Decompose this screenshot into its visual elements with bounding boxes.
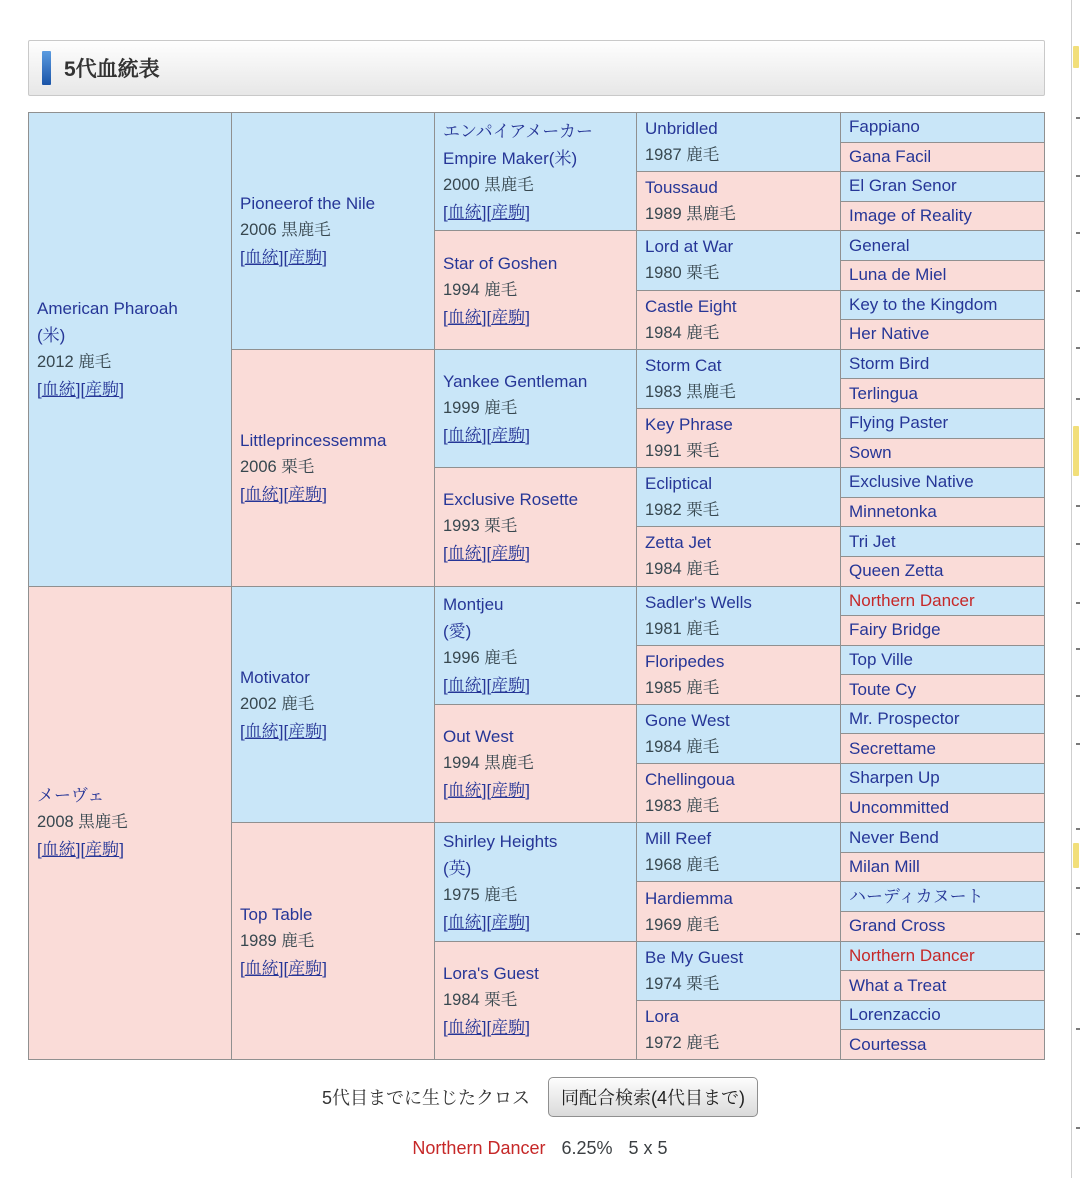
bracket: ] [322, 958, 327, 978]
pedigree-cell [841, 912, 1044, 941]
cross-row [0, 1077, 1080, 1117]
page-title: 5代血統表 [64, 58, 160, 81]
bracket: [ [443, 1017, 448, 1037]
horse-year: 1989 鹿毛 [240, 931, 315, 950]
pedigree-cell [637, 291, 840, 349]
bracket: [ [443, 912, 448, 932]
pedigree-link[interactable]: 血統 [447, 781, 482, 801]
section-header [28, 40, 1045, 96]
horse-name-link[interactable]: Exclusive Rosette [443, 490, 579, 510]
horse-name-link[interactable]: Never Bend [849, 827, 939, 847]
cell-links [240, 244, 434, 271]
bracket: ][ [481, 425, 492, 445]
horse-year: 1999 鹿毛 [443, 398, 518, 417]
horse-name-link[interactable]: Queen Zetta [849, 561, 944, 581]
horse-name-link[interactable]: Terlingua [849, 383, 918, 403]
row-tick [1076, 232, 1080, 234]
bracket: ] [525, 781, 530, 801]
pedigree-cell [841, 823, 1044, 852]
horse-name-link[interactable]: Mill Reef [645, 829, 712, 849]
pedigree-cell [841, 291, 1044, 320]
bracket: ] [525, 307, 530, 327]
bracket: ] [525, 544, 530, 564]
row-tick [1076, 505, 1080, 507]
bracket: ][ [481, 544, 492, 564]
horse-name-link[interactable]: Secrettame [849, 738, 936, 758]
pedigree-cell [232, 113, 434, 349]
bracket: [ [37, 840, 42, 860]
offspring-link[interactable]: 産駒 [491, 425, 526, 445]
horse-name-link[interactable]: General [849, 235, 910, 255]
horse-name-link[interactable]: Sadler's Wells [645, 592, 752, 612]
row-tick [1076, 743, 1080, 745]
horse-year: 2012 鹿毛 [37, 353, 112, 372]
offspring-link[interactable]: 産駒 [288, 485, 323, 505]
pedigree-cell [841, 557, 1044, 586]
horse-year: 1989 黒鹿毛 [645, 205, 736, 224]
pedigree-link[interactable]: 血統 [447, 544, 482, 564]
row-tick [1076, 290, 1080, 292]
horse-year: 1983 鹿毛 [645, 797, 720, 816]
pedigree-cell [637, 409, 840, 467]
horse-year: 2008 黒鹿毛 [37, 813, 128, 832]
cell-links [443, 304, 636, 331]
horse-name-link[interactable]: Shirley Heights [443, 831, 558, 851]
pedigree-cell [637, 646, 840, 704]
bracket: [ [240, 958, 245, 978]
horse-name-link[interactable]: Lorenzaccio [849, 1005, 941, 1025]
bracket: ][ [481, 781, 492, 801]
bracket: ] [119, 380, 124, 400]
bracket: ] [119, 840, 124, 860]
pedigree-cell [841, 350, 1044, 379]
pedigree-cell [841, 616, 1044, 645]
horse-name-link[interactable]: Motivator [240, 667, 310, 687]
horse-name-link[interactable]: Flying Paster [849, 413, 949, 433]
offspring-link[interactable]: 産駒 [491, 676, 526, 696]
pedigree-cell [841, 1030, 1044, 1059]
pedigree-cell [637, 705, 840, 763]
horse-year: 1984 栗毛 [443, 990, 518, 1009]
horse-year: 1968 鹿毛 [645, 856, 720, 875]
pedigree-cell [841, 794, 1044, 823]
offspring-link[interactable]: 産駒 [491, 307, 526, 327]
horse-name-link[interactable]: Lora [645, 1006, 680, 1026]
horse-year: 1984 鹿毛 [645, 323, 720, 342]
horse-name-link[interactable]: Lord at War [645, 237, 734, 257]
pedigree-cell [435, 113, 636, 230]
pedigree-cell [841, 527, 1044, 556]
cross-caption: 5代目までに生じたクロス [321, 1088, 530, 1108]
cell-links [443, 540, 636, 567]
find-marker [1073, 46, 1079, 68]
pedigree-cell [841, 202, 1044, 231]
pedigree-cell [637, 764, 840, 822]
pedigree-link[interactable]: 血統 [244, 248, 279, 268]
horse-name-link[interactable]: Key Phrase [645, 415, 733, 435]
horse-name-link[interactable]: Littleprincessemma [240, 431, 387, 451]
find-marker [1073, 843, 1079, 868]
horse-name-link[interactable]: メーヴェ [37, 786, 105, 806]
horse-name-link[interactable]: Storm Bird [849, 354, 930, 374]
horse-year: 1994 鹿毛 [443, 280, 518, 299]
horse-name-link[interactable]: El Gran Senor [849, 176, 957, 196]
pedigree-cell [841, 439, 1044, 468]
bracket: ][ [75, 840, 86, 860]
pedigree-link[interactable]: 血統 [447, 307, 482, 327]
pedigree-link[interactable]: 血統 [244, 485, 279, 505]
horse-name-link[interactable]: Fairy Bridge [849, 620, 941, 640]
horse-name-link[interactable]: Milan Mill [849, 857, 920, 877]
pedigree-cell [841, 1001, 1044, 1030]
horse-name-link[interactable]: Out West [443, 727, 514, 747]
horse-name-link[interactable]: Empire Maker(米) [443, 148, 578, 168]
accent-bar-icon [42, 51, 51, 85]
horse-year: 1983 黒鹿毛 [645, 382, 736, 401]
scrollbar-track[interactable] [1071, 0, 1072, 1178]
row-tick [1076, 1028, 1080, 1030]
same-mating-search-button[interactable]: 同配合検索(4代目まで) [548, 1077, 758, 1117]
pedigree-cell [841, 172, 1044, 201]
horse-name-link[interactable]: ハーディカヌート [849, 886, 984, 906]
pedigree-link[interactable]: 血統 [41, 840, 76, 860]
bracket: ][ [481, 202, 492, 222]
horse-year: 1985 鹿毛 [645, 678, 720, 697]
pedigree-cell [435, 468, 636, 585]
row-tick [1076, 828, 1080, 830]
bracket: ] [322, 485, 327, 505]
horse-year: 1975 鹿毛 [443, 885, 518, 904]
horse-name-link[interactable]: Gana Facil [849, 146, 932, 166]
horse-name-ja-link[interactable]: エンパイアメーカー [443, 121, 593, 141]
horse-name-link[interactable]: Luna de Miel [849, 265, 947, 285]
pedigree-cell [637, 231, 840, 289]
cell-links [240, 718, 434, 745]
cell-links [443, 777, 636, 804]
offspring-link[interactable]: 産駒 [491, 1017, 526, 1037]
pedigree-cell [841, 379, 1044, 408]
row-tick [1076, 887, 1080, 889]
horse-name-link[interactable]: What a Treat [849, 975, 947, 995]
cell-links [443, 672, 636, 699]
cross-horse-name[interactable]: Northern Dancer [412, 1138, 546, 1158]
row-tick [1076, 347, 1080, 349]
horse-name-link[interactable]: Key to the Kingdom [849, 294, 998, 314]
pedigree-cell [637, 113, 840, 171]
offspring-link[interactable]: 産駒 [491, 781, 526, 801]
offspring-link[interactable]: 産駒 [288, 248, 323, 268]
offspring-link[interactable]: 産駒 [491, 912, 526, 932]
pedigree-cell [841, 231, 1044, 260]
horse-name-link[interactable]: Fappiano [849, 117, 920, 137]
horse-year: 2006 黒鹿毛 [240, 221, 331, 240]
pedigree-link[interactable]: 血統 [447, 202, 482, 222]
row-tick [1076, 695, 1080, 697]
pedigree-cell [841, 853, 1044, 882]
pedigree-table [28, 112, 1045, 1060]
row-tick [1076, 648, 1080, 650]
offspring-link[interactable]: 産駒 [491, 202, 526, 222]
bracket: ][ [75, 380, 86, 400]
horse-name-link[interactable]: Gone West [645, 710, 730, 730]
pedigree-cell [841, 320, 1044, 349]
cell-links [443, 1014, 636, 1041]
horse-year: 1987 鹿毛 [645, 146, 720, 165]
bracket: ][ [481, 912, 492, 932]
bracket: ] [322, 248, 327, 268]
cell-links [37, 376, 231, 403]
bracket: [ [240, 721, 245, 741]
horse-year: 1980 栗毛 [645, 264, 720, 283]
bracket: [ [443, 676, 448, 696]
pedigree-cell [841, 587, 1044, 616]
bracket: ] [322, 721, 327, 741]
horse-year: 1993 栗毛 [443, 517, 518, 536]
bracket: [ [443, 202, 448, 222]
horse-year: 1991 栗毛 [645, 442, 720, 461]
horse-name-link[interactable]: Image of Reality [849, 206, 972, 226]
pedigree-cell [435, 942, 636, 1059]
bracket: ] [525, 425, 530, 445]
bracket: ] [525, 1017, 530, 1037]
horse-name-link[interactable]: Castle Eight [645, 296, 737, 316]
horse-name-link[interactable]: Star of Goshen [443, 253, 558, 273]
pedigree-cell [841, 764, 1044, 793]
pedigree-cell [841, 971, 1044, 1000]
horse-year: 1982 栗毛 [645, 501, 720, 520]
bracket: ][ [278, 721, 289, 741]
bracket: [ [37, 380, 42, 400]
pedigree-cell [29, 587, 231, 1060]
bracket: ][ [481, 676, 492, 696]
horse-name-link[interactable]: American Pharoah [37, 299, 178, 319]
horse-name-link[interactable]: Chellingoua [645, 770, 735, 790]
horse-name-link[interactable]: Pioneerof the Nile [240, 194, 376, 214]
horse-year: 1996 鹿毛 [443, 649, 518, 668]
bracket: [ [443, 425, 448, 445]
pedigree-cell [637, 1001, 840, 1059]
offspring-link[interactable]: 産駒 [85, 380, 120, 400]
horse-name-link[interactable]: Minnetonka [849, 502, 937, 522]
pedigree-cell [841, 143, 1044, 172]
pedigree-cell [637, 882, 840, 940]
horse-name-link[interactable]: Courtessa [849, 1034, 927, 1054]
pedigree-cell [841, 261, 1044, 290]
row-tick [1076, 1127, 1080, 1129]
horse-name-link[interactable]: Tri Jet [849, 531, 896, 551]
horse-name-link[interactable]: Top Ville [849, 649, 913, 669]
bracket: [ [240, 485, 245, 505]
cell-links [443, 422, 636, 449]
cell-links [37, 836, 231, 863]
pedigree-cell [841, 675, 1044, 704]
pedigree-cell [841, 942, 1044, 971]
horse-year: 2006 栗毛 [240, 458, 315, 477]
pedigree-cell [841, 113, 1044, 142]
pedigree-cell [435, 587, 636, 704]
pedigree-cell [637, 942, 840, 1000]
offspring-link[interactable]: 産駒 [491, 544, 526, 564]
horse-year: 1984 鹿毛 [645, 737, 720, 756]
bracket: [ [443, 307, 448, 327]
pedigree-cell [232, 823, 434, 1059]
row-tick [1076, 933, 1080, 935]
bracket: ][ [278, 958, 289, 978]
pedigree-cell [841, 882, 1044, 911]
bracket: [ [443, 781, 448, 801]
pedigree-cell [841, 468, 1044, 497]
find-marker [1073, 426, 1079, 476]
pedigree-link[interactable]: 血統 [41, 380, 76, 400]
row-tick [1076, 398, 1080, 400]
horse-name-link[interactable]: Northern Dancer [849, 945, 975, 965]
bracket: [ [443, 544, 448, 564]
cell-links [240, 481, 434, 508]
pedigree-link[interactable]: 血統 [447, 425, 482, 445]
horse-name-link[interactable]: Toussaud [645, 178, 718, 198]
bracket: ] [525, 676, 530, 696]
horse-year: 1981 鹿毛 [645, 619, 720, 638]
pedigree-cell [841, 734, 1044, 763]
pedigree-cell [841, 705, 1044, 734]
pedigree-cell [232, 350, 434, 586]
horse-name-link[interactable]: Montjeu [443, 595, 504, 615]
offspring-link[interactable]: 産駒 [288, 721, 323, 741]
bracket: [ [240, 248, 245, 268]
horse-name-link[interactable]: Zetta Jet [645, 533, 712, 553]
horse-name-link[interactable]: Top Table [240, 904, 313, 924]
pedigree-link[interactable]: 血統 [447, 676, 482, 696]
pedigree-cell [637, 587, 840, 645]
pedigree-cell [435, 705, 636, 822]
pedigree-cell [637, 468, 840, 526]
horse-year: 1969 鹿毛 [645, 915, 720, 934]
cell-links [443, 909, 636, 936]
pedigree-cell [637, 172, 840, 230]
bracket: ] [525, 202, 530, 222]
horse-name-link[interactable]: Lora's Guest [443, 963, 539, 983]
horse-name-link[interactable]: Northern Dancer [849, 590, 975, 610]
pedigree-cell [841, 498, 1044, 527]
pedigree-cell [841, 646, 1044, 675]
pedigree-cell [637, 527, 840, 585]
bracket: ][ [278, 485, 289, 505]
horse-year: 1974 栗毛 [645, 974, 720, 993]
cell-links [443, 199, 636, 226]
offspring-link[interactable]: 産駒 [288, 958, 323, 978]
horse-name-link[interactable]: Sharpen Up [849, 768, 940, 788]
horse-name-link[interactable]: Sown [849, 442, 892, 462]
horse-name-link[interactable]: Be My Guest [645, 947, 744, 967]
pedigree-link[interactable]: 血統 [244, 721, 279, 741]
cross-percent: 6.25% [561, 1138, 613, 1158]
horse-name-link[interactable]: Exclusive Native [849, 472, 974, 492]
bracket: ] [525, 912, 530, 932]
pedigree-cell [637, 823, 840, 881]
horse-year: 2000 黒鹿毛 [443, 175, 534, 194]
horse-name-link[interactable]: Unbridled [645, 119, 718, 139]
cross-result [0, 1138, 1080, 1159]
row-tick [1076, 543, 1080, 545]
cross-pattern: 5 x 5 [628, 1138, 668, 1158]
horse-name-link[interactable]: Toute Cy [849, 679, 917, 699]
pedigree-link[interactable]: 血統 [244, 958, 279, 978]
horse-name-link[interactable]: Mr. Prospector [849, 709, 960, 729]
pedigree-cell [637, 350, 840, 408]
horse-year: 1994 黒鹿毛 [443, 754, 534, 773]
pedigree-cell [435, 231, 636, 348]
horse-name-link[interactable]: Yankee Gentleman [443, 371, 588, 391]
horse-name-link[interactable]: Floripedes [645, 651, 725, 671]
horse-name-link[interactable]: Her Native [849, 324, 930, 344]
row-tick [1076, 117, 1080, 119]
horse-origin: (米) [37, 326, 66, 346]
pedigree-link[interactable]: 血統 [447, 912, 482, 932]
horse-origin: (英) [443, 858, 472, 878]
bracket: ][ [481, 307, 492, 327]
horse-name-link[interactable]: Ecliptical [645, 474, 713, 494]
horse-year: 1984 鹿毛 [645, 560, 720, 579]
horse-origin: (愛) [443, 622, 472, 642]
row-tick [1076, 175, 1080, 177]
horse-name-link[interactable]: Uncommitted [849, 797, 950, 817]
pedigree-cell [232, 587, 434, 823]
pedigree-link[interactable]: 血統 [447, 1017, 482, 1037]
row-tick [1076, 602, 1080, 604]
horse-name-link[interactable]: Grand Cross [849, 916, 946, 936]
pedigree-cell [435, 350, 636, 467]
horse-year: 2002 鹿毛 [240, 694, 315, 713]
pedigree-cell [29, 113, 231, 586]
horse-name-link[interactable]: Hardiemma [645, 888, 733, 908]
horse-year: 1972 鹿毛 [645, 1033, 720, 1052]
bracket: ][ [481, 1017, 492, 1037]
horse-name-link[interactable]: Storm Cat [645, 355, 722, 375]
offspring-link[interactable]: 産駒 [85, 840, 120, 860]
cell-links [240, 955, 434, 982]
bracket: ][ [278, 248, 289, 268]
pedigree-cell [435, 823, 636, 940]
pedigree-cell [841, 409, 1044, 438]
